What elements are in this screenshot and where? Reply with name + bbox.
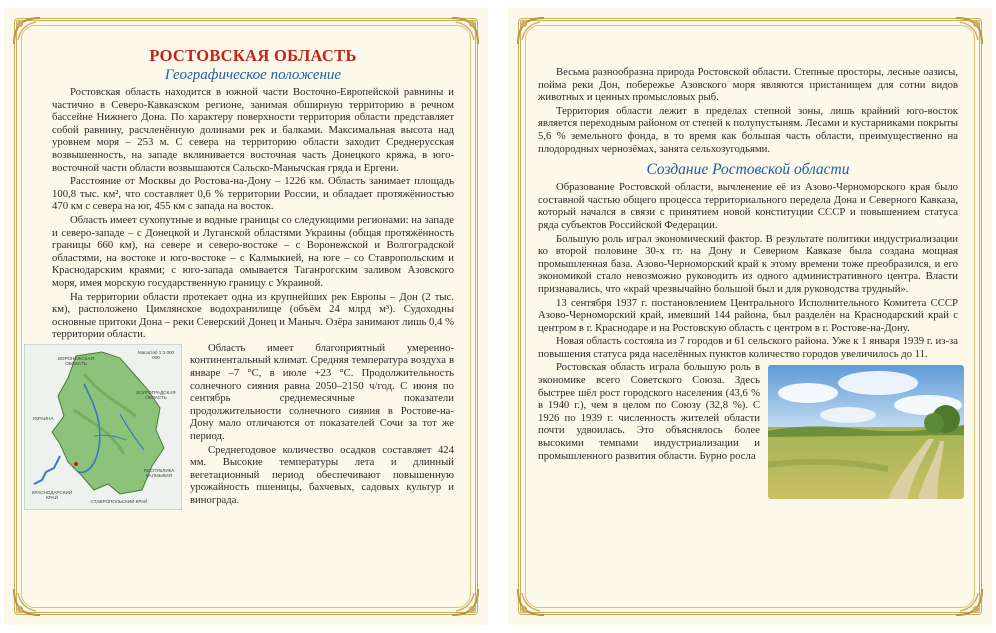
page-title: РОСТОВСКАЯ ОБЛАСТЬ	[149, 46, 357, 65]
region-map	[24, 344, 182, 510]
right-page	[508, 8, 992, 625]
paragraph: Большую роль играл экономический фактор. В результате политики индустриализации ко второй половине 30-х гг. на Дону и Северном Кавказе была создана мощная промышленная база. Азово-Черноморский край к этому времени тоже преобразился, и его экономикой стало невозможно руководить из одного административного центра. Власти признавались, что «край чрезвычайно большой был и для руководства трудный».	[538, 232, 958, 295]
section-heading-creation: Создание Ростовской области	[646, 161, 850, 179]
paragraph: Территория области лежит в пределах степной зоны, лишь крайний юго-восток является переходным районом от степей к полупустыням. Лесами и кустарниками покрыты 5,6 % земельного фонда, в то время как бо́льшая часть области, преимущественно на плодородных чернозёмах, занята сельхозугодьями.	[538, 104, 958, 155]
paragraph: 13 сентября 1937 г. постановлением Центрального Исполнительного Комитета СССР Азово-Черноморский край, имевший 144 района, был разделён на Краснодарский край с центром в г. Краснодаре и на Ростовскую область с центром в г. Ростове-на-Дону.	[538, 296, 958, 334]
section-heading-geography: Географическое положение	[164, 67, 342, 83]
paragraph: Среднегодовое количество осадков составляет 424 мм. Высокие температуры лета и длинный вегетационный период обеспечивают повышенную урожайность пшеницы, бахчевых, садовых культур и винограда.	[190, 443, 454, 506]
paragraph: Область имеет сухопутные и водные границы со следующими регионами: на западе и северо-западе – с Донецкой и Луганской областями Украины (общая протяжённость границы 660 км), на севере и северо-востоке – с Воронежской и Волгоградской областями, на востоке и юго-востоке – с Калмыкией, на юге – со Ставропольским и Краснодарским краями; с юго-запада омывается Таганрогским заливом Азовского моря, имея морскую государственную границу с Украиной.	[52, 213, 454, 289]
corner-ornament-icon	[10, 14, 44, 48]
map-label-krasnodar: КРАСНОДАРСКИЙ КРАЙ	[31, 489, 73, 500]
paragraph: Ростовская область играла большую роль в экономике всего Советского Союза. Здесь быстрее шёл рост городского населения (43,6 % в 1940 г.), чем в целом по Союзу (32,8 %). С 1926 по 1939 г. численность жителей области почти удвоилась. Это объяснялось более высокими темпами индустриализации и промышленного развития области. Бурно росла	[538, 361, 760, 462]
map-label-voronezh: ВОРОНЕЖСКАЯ ОБЛАСТЬ	[58, 355, 94, 366]
left-page	[4, 8, 488, 625]
left-page-content	[31, 46, 454, 591]
paragraph: Образование Ростовской области, вычленение её из Азово-Черноморского края было составной частью общего процесса территориального передела Дона и Северного Кавказа, который начался в связи с принятием новой конституции СССР и повышением статуса ряда субъектов Российской Федерации.	[538, 181, 958, 231]
paragraph: Новая область состояла из 7 городов и 61 сельского района. Уже к 1 января 1939 г. из-за повышения статуса ряда населённых пунктов количество городов увеличилось до 11.	[538, 335, 958, 360]
map-label-kalmykia: РЕСПУБЛИКА КАЛМЫКИЯ	[143, 467, 175, 478]
paragraph: Весьма разнообразна природа Ростовской области. Степные просторы, лесные оазисы, пойма реки Дон, побережье Азовского моря являются пристанищем для сотни видов животных и ценных промысловых рыб.	[538, 66, 958, 104]
map-label-stavropol: СТАВРОПОЛЬСКИЙ КРАЙ	[90, 498, 148, 504]
corner-ornament-icon	[514, 14, 548, 48]
map-scale-label: Масштаб 1:3 000 000	[137, 349, 175, 360]
paragraph: Ростовская область находится в южной части Восточно-Европейской равнины и частично в Северо-Кавказском регионе, занимая обширную территорию в речном бассейне Нижнего Дона. По характеру поверхности территория области представляет собой равнину, расчленённую долинами рек и балками. Максимальная высота над уровнем моря – 253 м. С севера на территорию области заходит Среднерусская возвышенность, на западе вклинивается восточная часть Донецкого кряжа, в юго-восточной части области возвышаются Сальско-Манычская гряда и Ергени.	[52, 86, 454, 174]
paragraph: Область имеет благоприятный умеренно-континентальный климат. Средняя температура воздуха в январе –7 °С, в июле +23 °С. Продолжительность солнечного сияния равна 2050–2150 ч/год. С июня по сентябрь среднемесячные показатели продолжительности солнечного сияния в Ростове-на-Дону мало отличаются от показателей Сочи за тот же период.	[190, 341, 454, 443]
map-label-ukraine: УКРАИНА	[32, 415, 54, 421]
corner-ornament-icon	[952, 14, 986, 48]
corner-ornament-icon	[10, 585, 44, 619]
steppe-photo	[768, 365, 964, 499]
paragraph: Расстояние от Москвы до Ростова-на-Дону – 1226 км. Область занимает площадь 100,8 тыс. км², что составляет 0,6 % территории России, и обладает протяжённостью 470 км с севера на юг, 455 км с запада на восток.	[52, 175, 454, 213]
corner-ornament-icon	[448, 14, 482, 48]
paragraph: На территории области протекает одна из крупнейших рек Европы – Дон (2 тыс. км), расположено Цимлянское водохранилище (объём 24 млрд м³). Судоходны основные притоки Дона – реки Северский Донец и Маныч. Озёра занимают лишь 0,4 % территории области.	[52, 290, 454, 341]
map-label-volgograd: ВОЛГОГРАДСКАЯ ОБЛАСТЬ	[136, 389, 176, 400]
right-page-content	[538, 66, 958, 591]
